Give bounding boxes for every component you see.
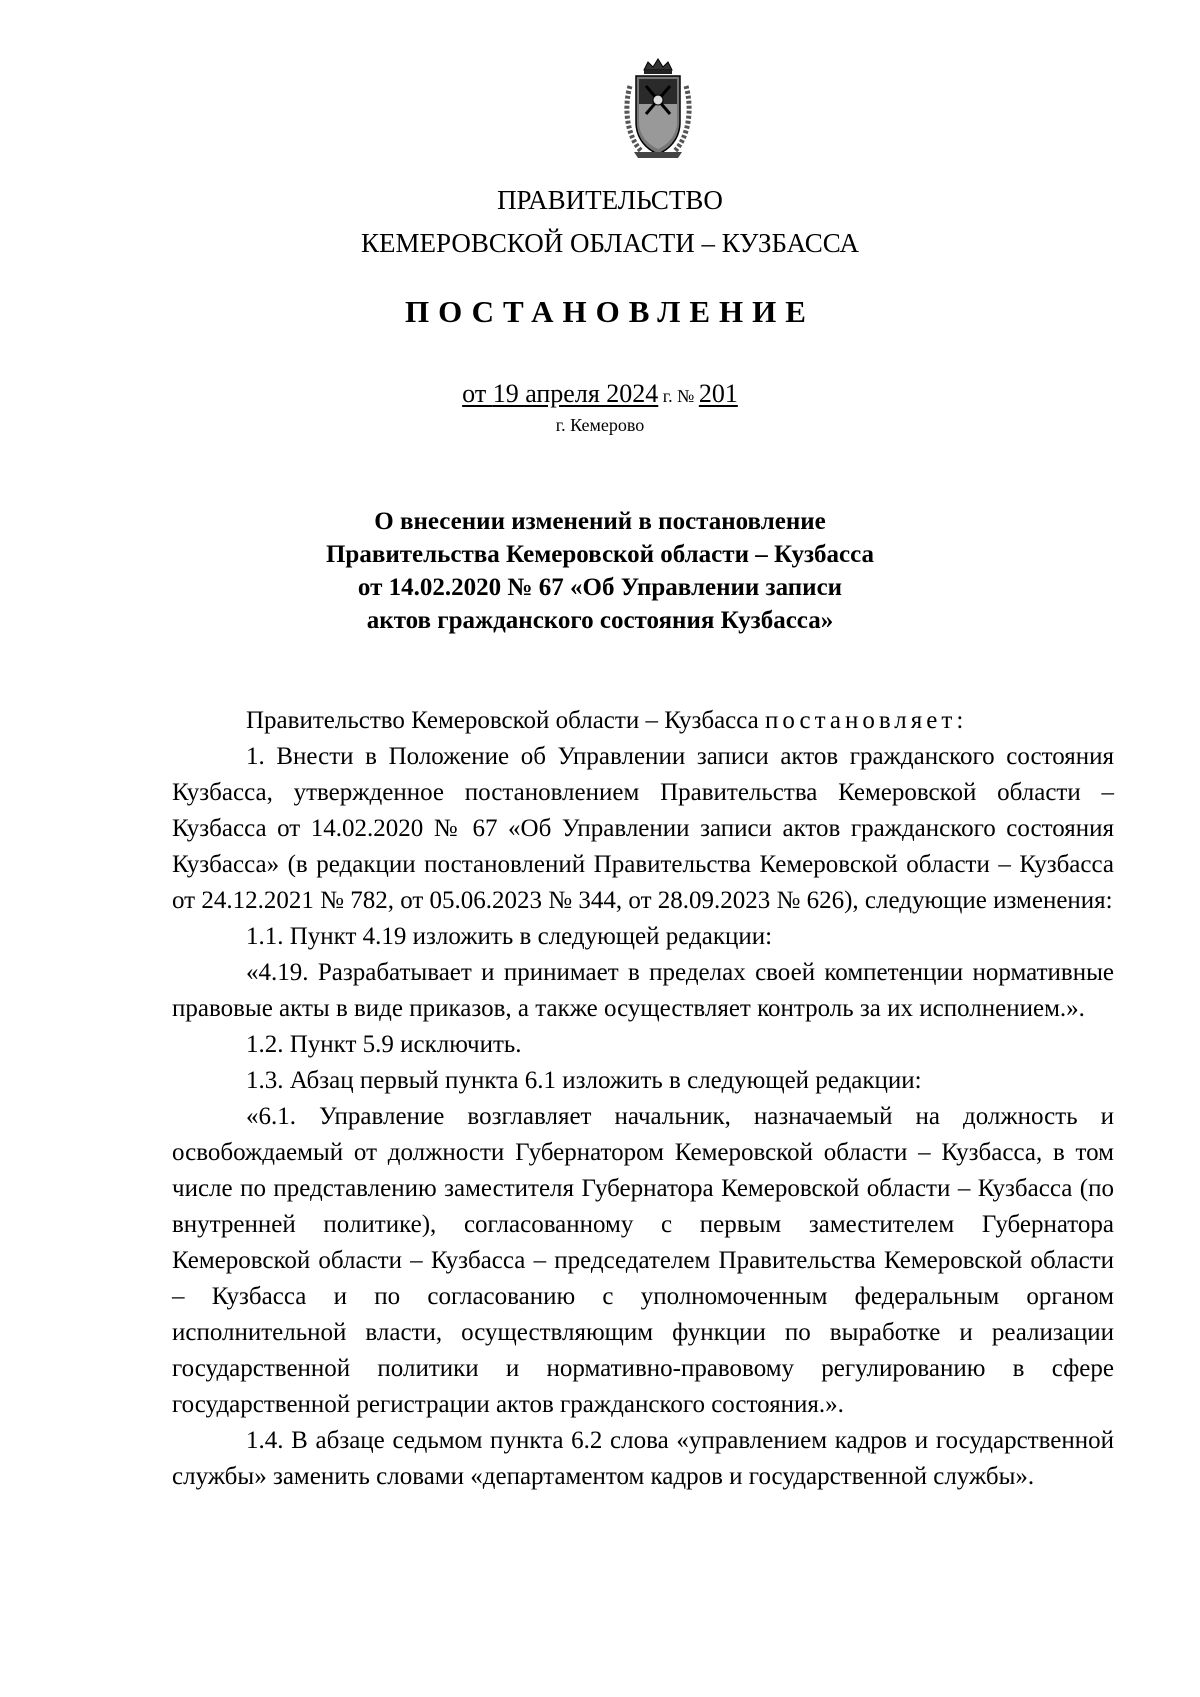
- paragraph-1-3: 1.3. Абзац первый пункта 6.1 изложить в следующей редакции:: [246, 1067, 922, 1094]
- paragraph-1-4: 1.4. В абзаце седьмом пункта 6.2 слова «управлением кадров и государственной службы» заменить словами «департаментом кадров и государственной службы».: [172, 1427, 1114, 1490]
- title-line-1: О внесении изменений в постановление: [374, 508, 826, 535]
- intro-prefix: Правительство Кемеровской области – Кузбасса: [246, 707, 766, 734]
- date-prefix: от: [462, 379, 493, 408]
- intro-verb: постановляет: [765, 707, 957, 734]
- paragraph-1-2: 1.2. Пункт 5.9 исключить.: [246, 1031, 522, 1058]
- number-sign: №: [677, 386, 699, 406]
- government-name-line-1: ПРАВИТЕЛЬСТВО: [497, 185, 723, 215]
- title-line-3: от 14.02.2020 № 67 «Об Управлении записи: [357, 574, 843, 601]
- paragraph-6-1-quote: «6.1. Управление возглавляет начальник, назначаемый на должность и освобождаемый от должности Губернатором Кемеровской области – Кузбасса, в том числе по представлению заместителя Губернатора Кемеровской области – Кузбасса (по внутренней политике), согласованному с первым заместителем Губернатора Кемеровской области – Кузбасса – председателем Правительства Кемеровской области – Кузбасса и по согласованию с уполномоченным федеральным органом исполнительной власти, осуществляющим функции по выработке и реализации государственной политики и нормативно-правовому регулированию в сфере государственной регистрации актов гражданского состояния.».: [172, 1103, 1114, 1418]
- kuzbass-coat-of-arms-icon: [620, 56, 696, 160]
- date-number-line: [0, 378, 1200, 412]
- title-line-2: Правительства Кемеровской области – Кузбасса: [325, 541, 875, 568]
- city-label: г. Кемерово: [555, 415, 645, 435]
- document-title: [0, 505, 1200, 637]
- intro-suffix: :: [956, 707, 964, 734]
- document-date: 19 апреля 2024: [492, 379, 659, 408]
- paragraph-4-19-quote: «4.19. Разрабатывает и принимает в пределах своей компетенции нормативные правовые акты в виде приказов, а также осуществляет контроль за их исполнением.».: [172, 959, 1114, 1022]
- paragraph-1-1: 1.1. Пункт 4.19 изложить в следующей редакции:: [246, 923, 773, 950]
- paragraph-1: 1. Внести в Положение об Управлении записи актов гражданского состояния Кузбасса, утвержденное постановлением Правительства Кемеровской области – Кузбасса от 14.02.2020 № 67 «Об Управлении записи актов гражданского состояния Кузбасса» (в редакции постановлений Правительства Кемеровской области – Кузбасса от 24.12.2021 № 782, от 05.06.2023 № 344, от 28.09.2023 № 626), следующие изменения:: [172, 743, 1114, 914]
- title-line-4: актов гражданского состояния Кузбасса»: [366, 607, 834, 634]
- document-number: 201: [698, 379, 738, 408]
- intro-paragraph: [172, 703, 1114, 739]
- document-type-heading: ПОСТАНОВЛЕНИЕ: [405, 294, 815, 329]
- government-name-line-2: КЕМЕРОВСКОЙ ОБЛАСТИ – КУЗБАССА: [361, 228, 859, 258]
- document-body: [172, 703, 1114, 1495]
- year-suffix: г.: [658, 386, 678, 406]
